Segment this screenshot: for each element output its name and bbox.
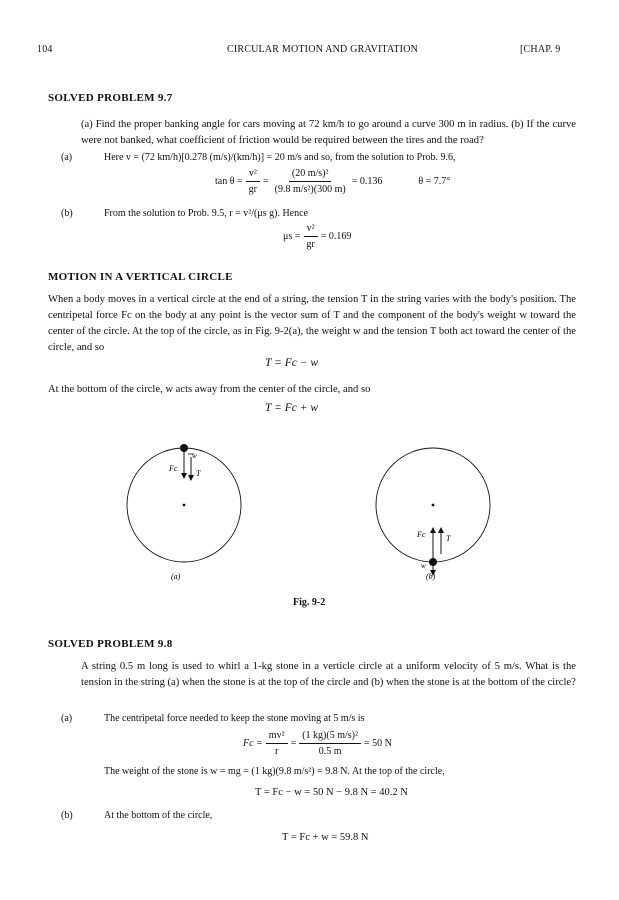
eq-result: = 0.136 [351, 176, 383, 187]
weight-label: w [192, 452, 197, 460]
problem-9-8-statement: A string 0.5 m long is used to whirl a 1-kg stone in a verticle circle at a uniform velocity of 5 m/s. What is the tension in the string (a) when the stone is at the top of the circle and (b) when the stone is at the bottom of the circle? [81, 661, 576, 688]
figure-caption: Fig. 9-2 [293, 597, 326, 608]
fraction [303, 222, 317, 251]
running-title: CIRCULAR MOTION AND GRAVITATION [227, 44, 419, 55]
fraction [299, 729, 361, 758]
eq-angle: θ = 7.7° [418, 176, 451, 187]
tension-bottom-equation: T = Fc + w = 59.8 N [282, 832, 369, 843]
weight-text: The weight of the stone is w = mg = (1 kg)(9.8 m/s²) = 9.8 N. At the top of the circle, [104, 766, 445, 777]
problem-9-7-statement: (a) Find the proper banking angle for cars moving at 72 km/h to go around a curve 300 m in radius. (b) If the curve were not banked, what coefficient of friction would be required between the tires and the road? [81, 119, 576, 146]
part-a-text: Here v = (72 km/h)[0.278 (m/s)/(km/h)] = 20 m/s and so, from the solution to Prob. 9.6, [104, 152, 456, 163]
fraction [266, 729, 288, 758]
numerator: mv² [266, 729, 288, 744]
tension-top-equation: T = Fc − w = 50 N − 9.8 N = 40.2 N [255, 787, 408, 798]
centripetal-force-equation: Fc = $\frac{\text{mv²}}{r}$ = $\frac{\text{(1 kg)(5 m/s)²}}{0.5 m}$ = 50 N [243, 730, 392, 757]
equation-bottom: T = Fc + w [265, 402, 319, 414]
bottom-text: At the bottom of the circle, w acts away from the center of the circle, and so [48, 384, 371, 395]
figure-b [376, 448, 490, 581]
part-a-label: (a) [61, 713, 73, 724]
page-number: 104 [37, 44, 53, 55]
figure-a-label: (a) [171, 572, 181, 581]
denominator: 0.5 m [318, 746, 342, 757]
weight-label: w [421, 562, 426, 570]
part-a-label: (a) [61, 152, 73, 163]
figure-b-label: (b) [426, 572, 436, 581]
part-b-text: At the bottom of the circle, [104, 810, 213, 821]
fraction [246, 167, 260, 196]
chapter-label: [CHAP. 9 [520, 44, 561, 55]
problem-9-7-heading: SOLVED PROBLEM 9.7 [48, 92, 173, 104]
denominator: (9.8 m/s²)(300 m) [274, 184, 346, 195]
eq-result: = 0.169 [320, 231, 352, 242]
denominator: gr [306, 239, 315, 250]
eq-result: = 50 N [364, 738, 392, 749]
part-b-text: From the solution to Prob. 9.5, r = v²/(μs g). Hence [104, 208, 308, 219]
eq-lhs: Fc = [243, 738, 263, 749]
figure-a [127, 444, 241, 581]
denominator: r [275, 746, 279, 757]
numerator: v² [246, 167, 260, 182]
section-heading: MOTION IN A VERTICAL CIRCLE [48, 271, 233, 283]
numerator: (20 m/s)² [289, 167, 332, 182]
part-a-text: The centripetal force needed to keep the stone moving at 5 m/s is [104, 713, 365, 724]
denominator: gr [248, 184, 257, 195]
equation-top: T = Fc − w [265, 357, 319, 369]
centripetal-label: Fc [417, 530, 426, 539]
banking-angle-equation: tan θ = $\frac{\text{v²}}{gr}$ = $\frac{\text{(20 m/s)²}}{\text{(9.8 m/s²)(300 m)}}$ = 0.136 θ = 7.7° [215, 168, 451, 195]
centripetal-label: Fc [169, 464, 178, 473]
section-paragraph: When a body moves in a vertical circle at the end of a string, the tension T in the string varies with the body's position. The centripetal force Fc on the body at any point is the vector sum of T and the component of the body's weight w toward the center of the circle. At the top of the circle, as in Fig. 9-2(a), the weight w and the tension T both act toward the center of the circle, and so [48, 294, 576, 353]
numerator: (1 kg)(5 m/s)² [299, 729, 361, 744]
tension-label: T [196, 469, 201, 478]
eq-lhs: tan θ = [215, 176, 243, 187]
part-b-label: (b) [61, 810, 73, 821]
eq-lhs: μs = [283, 231, 301, 242]
tension-label: T [446, 534, 451, 543]
figure-9-2 [110, 432, 510, 592]
friction-equation [283, 222, 351, 251]
center-point [432, 504, 435, 507]
center-point [183, 504, 186, 507]
problem-9-8-heading: SOLVED PROBLEM 9.8 [48, 638, 173, 650]
fraction [272, 167, 349, 196]
part-b-label: (b) [61, 208, 73, 219]
numerator: v² [304, 222, 318, 237]
